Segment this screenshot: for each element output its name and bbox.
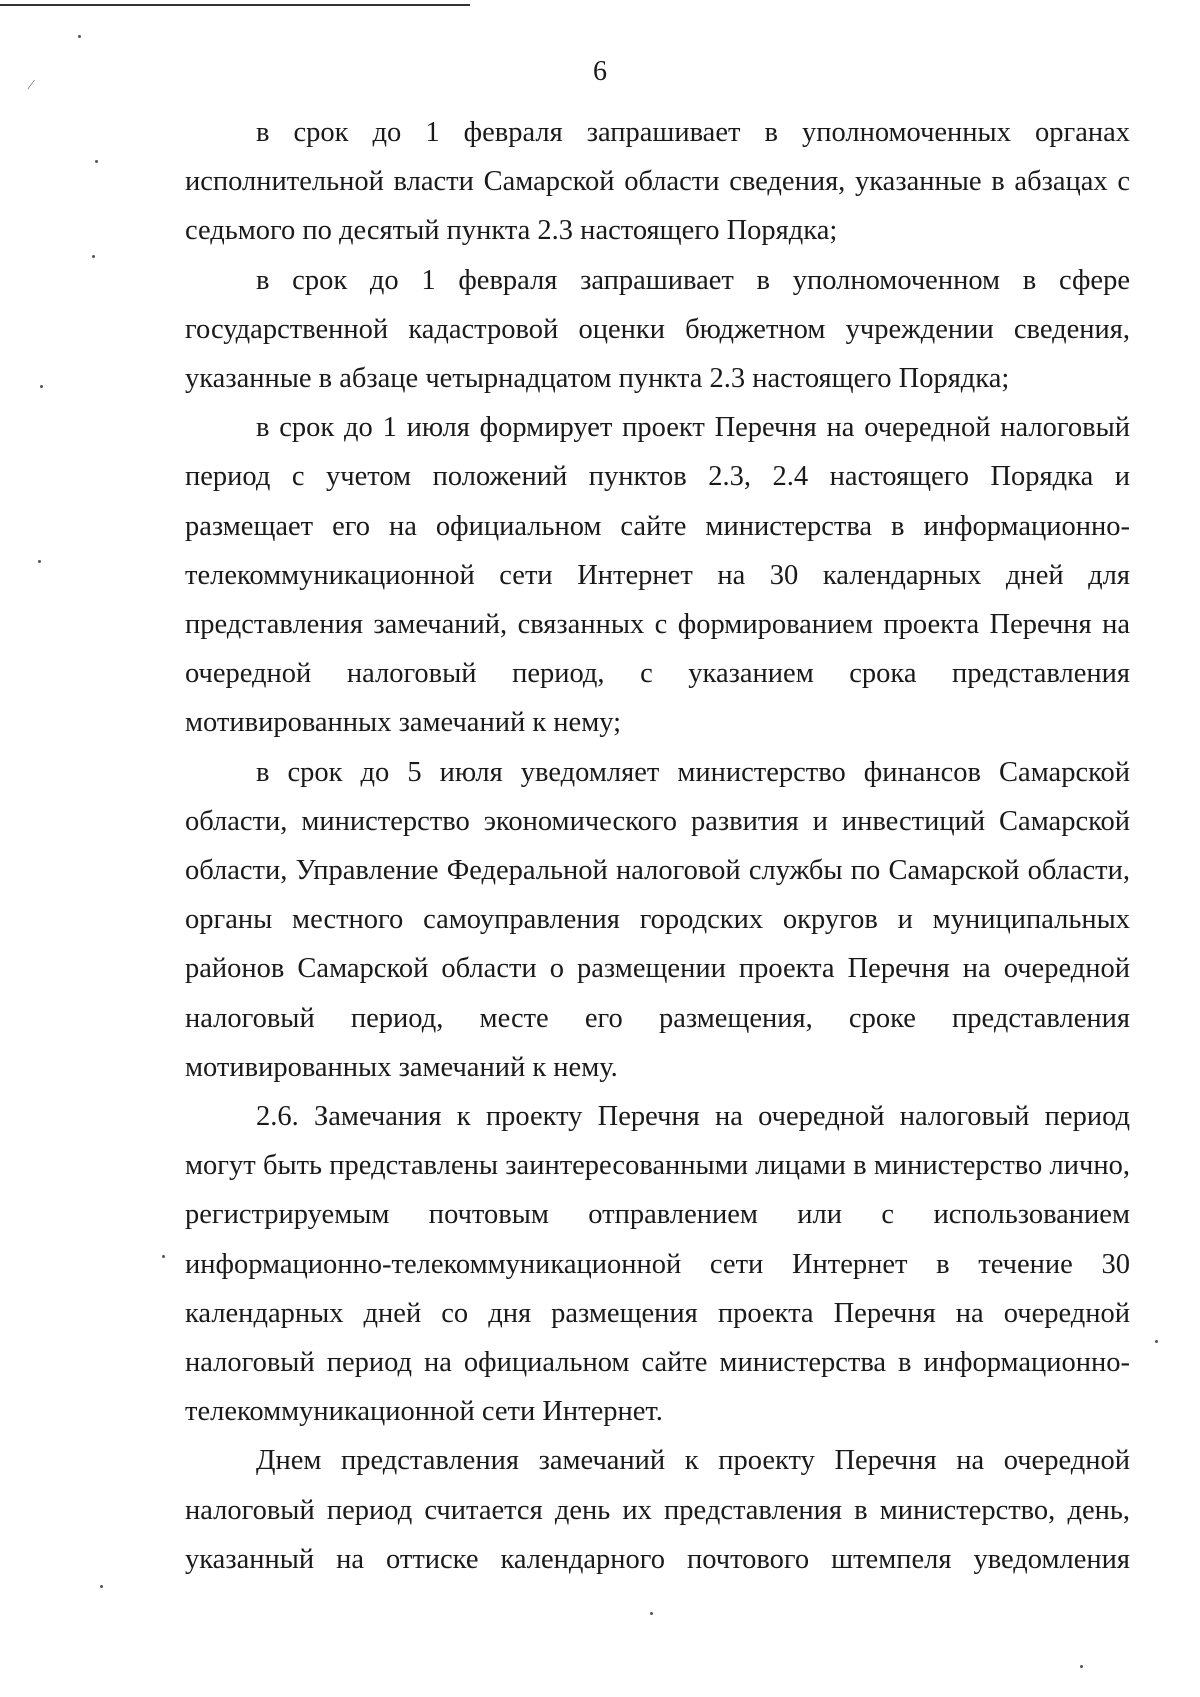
scan-speck [95,160,98,163]
paragraph: в срок до 5 июля уведомляет министерство финансов Самарской области, министерство экономического развития и инвестиций Самарской области, Управление Федеральной налоговой службы по Самарской области, органы местного самоуправления городских округов и муниципальных районов Самарской области о размещении проекта Перечня на очередной налоговый период, месте его размещения, сроке представления мотивированных замечаний к нему. [185,756,1130,1083]
scan-speck [38,560,41,563]
scan-speck [100,1585,103,1588]
paragraph: Днем представления замечаний к проекту Перечня на очередной налоговый период считается день их представления в министерство, день, указанный на оттиске календарного почтового штемпеля уведомления [185,1445,1130,1575]
scan-mark: ⁄ [30,78,33,93]
scan-speck [1155,1340,1158,1343]
scan-speck [162,1255,165,1258]
scan-speck [78,35,81,38]
scan-speck [92,255,95,258]
scan-speck [1080,1665,1083,1668]
top-rule [0,4,470,6]
scan-speck [40,385,43,388]
paragraph: в срок до 1 февраля запрашивает в уполномоченном в сфере государственной кадастровой оценки бюджетном учреждении сведения, указанные в абзаце четырнадцатом пункта 2.3 настоящего Порядка; [185,264,1130,395]
document-body [185,108,1130,1584]
scan-speck [650,1612,653,1615]
paragraph: в срок до 1 июля формирует проект Перечня на очередной налоговый период с учетом положений пунктов 2.3, 2.4 настоящего Порядка и размещает его на официальном сайте министерства в информационно-телекоммуникационной сети Интернет на 30 календарных дней для представления замечаний, связанных с формированием проекта Перечня на очередной налоговый период, с указанием срока представления мотивированных замечаний к нему; [185,412,1130,739]
paragraph: в срок до 1 февраля запрашивает в уполномоченных органах исполнительной власти Самарской области сведения, указанные в абзацах с седьмого по десятый пункта 2.3 настоящего Порядка; [185,117,1130,247]
paragraph: 2.6. Замечания к проекту Перечня на очередной налоговый период могут быть представлены заинтересованными лицами в министерство лично, регистрируемым почтовым отправлением или с использованием информационно-телекоммуникационной сети Интернет в течение 30 календарных дней со дня размещения проекта Перечня на очередной налоговый период на официальном сайте министерства в информационно-телекоммуникационной сети Интернет. [185,1101,1130,1428]
page-number: 6 [593,56,607,87]
